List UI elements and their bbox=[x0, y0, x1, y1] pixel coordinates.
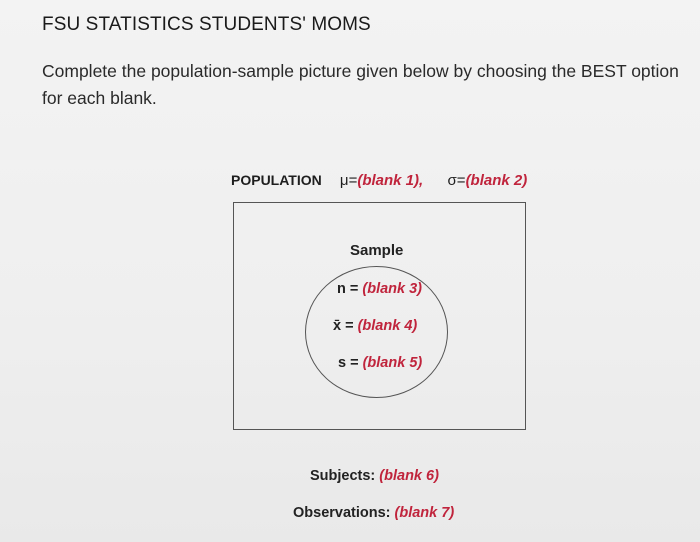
observations-label: Observations: bbox=[293, 505, 395, 521]
population-label: POPULATION bbox=[231, 172, 322, 188]
subjects-label: Subjects: bbox=[310, 468, 380, 484]
sample-mean-stat bbox=[333, 318, 417, 334]
blank-6: (blank 6) bbox=[379, 468, 439, 484]
sample-sd-stat bbox=[338, 355, 422, 371]
blank-7: (blank 7) bbox=[394, 505, 455, 521]
mu-symbol: μ= bbox=[339, 172, 358, 189]
observations-line bbox=[293, 505, 454, 521]
sigma-symbol: σ= bbox=[447, 172, 466, 189]
sample-label: Sample bbox=[350, 242, 404, 259]
population-parameters bbox=[231, 172, 527, 189]
n-label: n = bbox=[337, 281, 363, 297]
subjects-line bbox=[310, 468, 439, 484]
question-instructions: Complete the population-sample picture given below by choosing the BEST option for each blank. bbox=[42, 61, 679, 108]
page-title: FSU STATISTICS STUDENTS' MOMS bbox=[42, 14, 371, 35]
xbar-label: x̄ = bbox=[333, 318, 358, 334]
blank-1: (blank 1), bbox=[357, 172, 424, 189]
sample-size-stat bbox=[337, 281, 422, 297]
blank-5: (blank 5) bbox=[362, 355, 423, 371]
blank-2: (blank 2) bbox=[465, 172, 528, 189]
s-label: s = bbox=[338, 355, 363, 371]
blank-4: (blank 4) bbox=[357, 318, 418, 334]
blank-3: (blank 3) bbox=[362, 281, 423, 297]
